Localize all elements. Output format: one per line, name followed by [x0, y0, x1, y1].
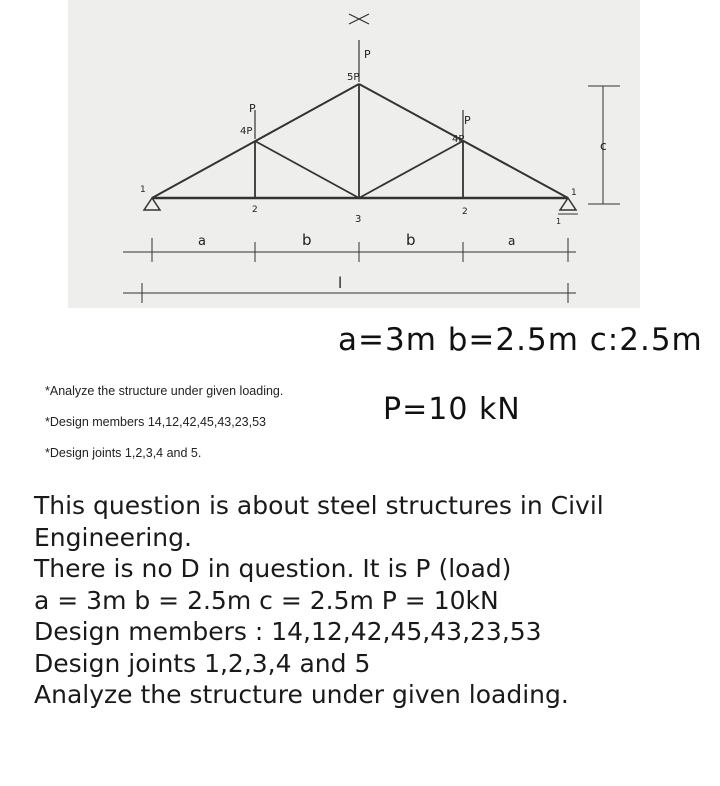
handwritten-load: P=10 kN: [383, 392, 521, 427]
handwritten-dimensions: a=3m b=2.5m c:2.5m: [338, 322, 703, 358]
description-line: Design joints 1,2,3,4 and 5: [34, 648, 371, 678]
node-label-2-right: 2: [462, 207, 468, 217]
node-label-3: 3: [355, 214, 362, 225]
load-note-right: 4P: [452, 134, 465, 145]
dim-label-a-right: a: [508, 234, 516, 248]
node-label-left-support: 1: [140, 185, 146, 195]
load-label-center: P: [364, 48, 371, 61]
description-line: Design members : 14,12,42,45,43,23,53: [34, 617, 542, 646]
node-label-2-left: 2: [252, 205, 258, 215]
roller-support-right: [560, 198, 576, 210]
truss-diagonal-right: [359, 141, 463, 198]
task-design-joints: *Design joints 1,2,3,4 and 5.: [45, 446, 202, 460]
node-label-right-support: 1: [571, 188, 577, 198]
truss-diagram-photo: [68, 0, 640, 308]
description-line: a = 3m b = 2.5m c = 2.5m P = 10kN: [34, 585, 499, 615]
load-label-right: P: [464, 114, 471, 127]
question-description: [34, 490, 694, 711]
truss-diagonal-left: [255, 141, 359, 198]
pin-support-left: [144, 198, 160, 210]
dim-label-b-right: b: [406, 231, 416, 249]
dim-label-b-left: b: [302, 231, 312, 249]
description-line: Analyze the structure under given loading.: [34, 680, 569, 709]
task-design-members: *Design members 14,12,42,45,43,23,53: [45, 415, 266, 429]
description-line: Engineering.: [34, 522, 192, 552]
load-note-center: 5P: [347, 72, 360, 83]
description-line: There is no D in question. It is P (load): [34, 554, 512, 583]
load-note-left: 4P: [240, 126, 253, 137]
load-label-left: P: [249, 102, 256, 115]
description-line: This question is about steel structures in Civil: [34, 491, 604, 520]
dim-label-a-left: a: [198, 234, 206, 249]
truss-drawing: [68, 0, 640, 308]
task-analyze: *Analyze the structure under given loading.: [45, 384, 284, 398]
span-label: l: [338, 274, 343, 292]
dim-label-c: c: [600, 139, 607, 153]
node-label-1-right: 1: [556, 217, 562, 226]
